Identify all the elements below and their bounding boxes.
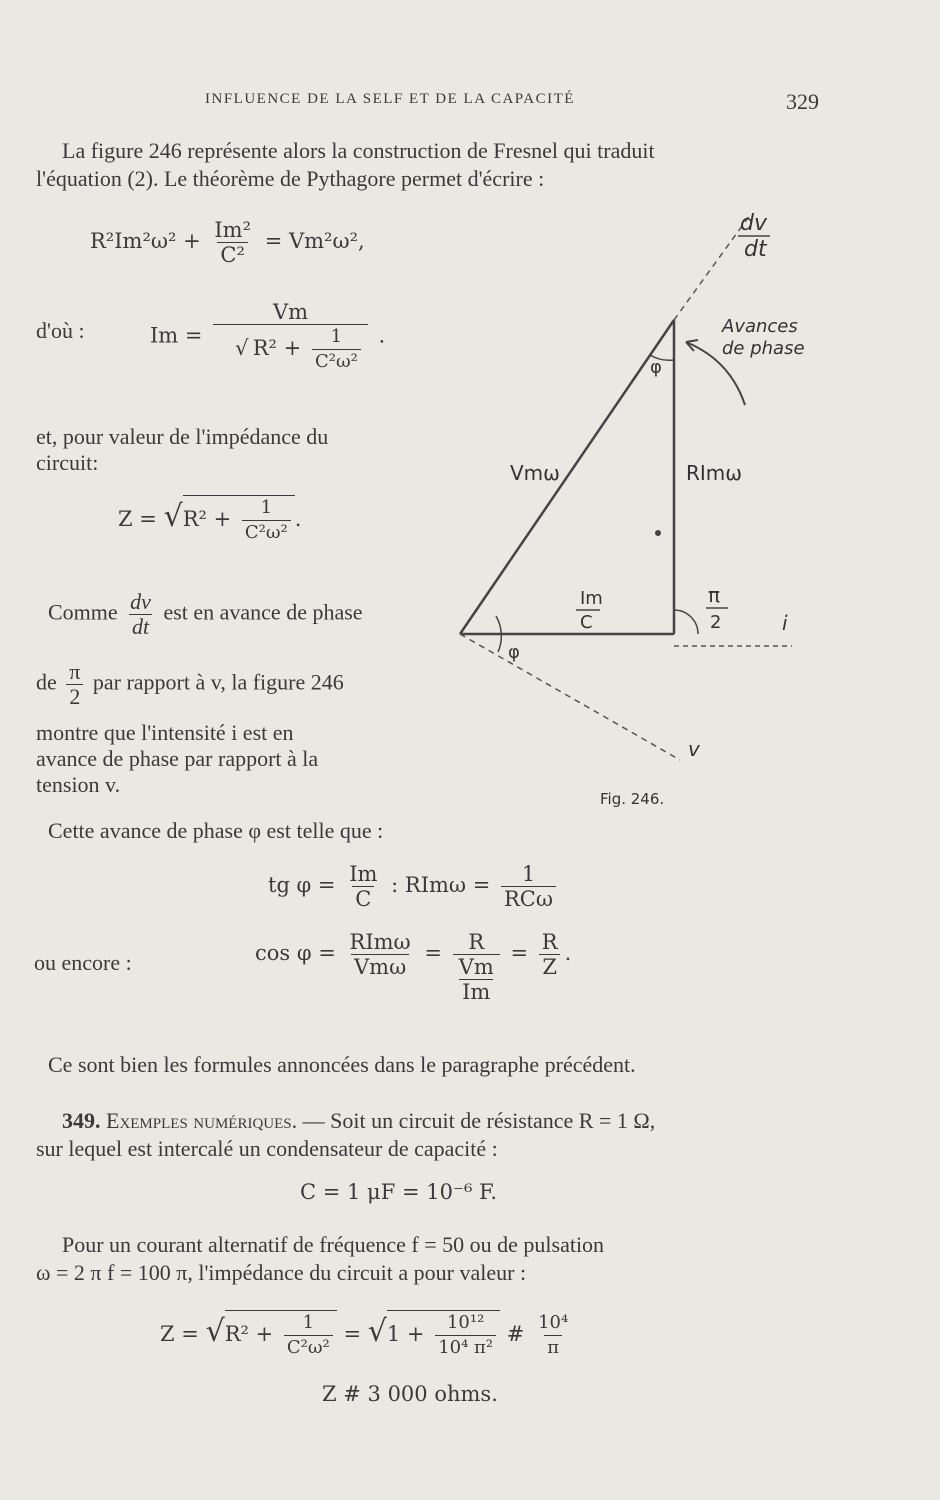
fig-label-vert: RImω	[686, 461, 743, 485]
fig-phi-bottom: φ	[508, 642, 520, 663]
equation-impedance: Z = √R² + $\frac{1}{\text{C²ω²}}$ .	[118, 497, 302, 543]
fraction: Vm √ R² + $\frac{1}{\text{C²ω²}}$	[213, 300, 368, 374]
equation-capacitance: C = 1 μF = 10⁻⁶ F.	[300, 1180, 498, 1204]
para3-line5: tension v.	[36, 772, 121, 797]
para4: Cette avance de phase φ est telle que :	[48, 818, 384, 843]
dot-mark	[655, 530, 661, 536]
para3-line1: Comme $\frac{dv}{dt}$ est en avance de phase	[48, 589, 363, 639]
hypotenuse-line	[460, 320, 674, 634]
page-number: 329	[786, 89, 819, 114]
para2-line2: circuit:	[36, 450, 99, 475]
fig-phi-top: φ	[650, 357, 662, 378]
eq5-prefix: ou encore :	[34, 950, 132, 975]
voltage-axis	[460, 634, 680, 760]
para2-line1: et, pour valeur de l'impédance du	[36, 424, 329, 449]
para1-line1: La figure 246 représente alors la construction de Fresnel qui traduit	[62, 138, 655, 163]
para6-line1: Pour un courant alternatif de fréquence f = 50 ou de pulsation	[62, 1232, 605, 1257]
equation-cosine: cos φ = $\frac{\text{RImω}}{\text{Vmω}}$ = $\frac{R}{\frac{Vm}{Im}}$ = $\frac{R}{Z}$ .	[255, 930, 572, 1004]
fresnel-figure	[440, 200, 840, 810]
fig-advance-1: Avances	[722, 316, 798, 337]
section-349-line2: sur lequel est intercalé un condensateur de capacité :	[36, 1136, 498, 1161]
para3-line2: de $\frac{\pi}{2}$ par rapport à v, la figure 246	[36, 659, 344, 709]
right-angle-arc	[674, 610, 698, 634]
fig-pi: π	[708, 583, 721, 607]
para1-line2: l'équation (2). Le théorème de Pythagore permet d'écrire :	[36, 166, 545, 191]
fig-label-im: Im	[580, 588, 603, 609]
fig-dv: dv	[740, 211, 767, 236]
fig-two: 2	[710, 612, 722, 633]
equation-current: Im = Vm √ R² + $\frac{1}{\text{C²ω²}}$ .	[150, 300, 386, 372]
equation-result: Z # 3 000 ohms.	[322, 1382, 498, 1406]
fig-label-hyp: Vmω	[510, 461, 560, 485]
equation-tangent: tg φ = $\frac{Im}{C}$ : RImω = $\frac{1}{\text{RCω}}$	[268, 862, 560, 911]
fig-label-c: C	[580, 612, 593, 633]
fig-label-i: i	[782, 611, 788, 635]
section-349-line1: 349. Exemples numériques. — Soit un circuit de résistance R = 1 Ω,	[62, 1108, 656, 1133]
fig-dt: dt	[744, 237, 767, 262]
eq2-prefix: d'où :	[36, 318, 85, 343]
fig-advance-2: de phase	[722, 338, 805, 359]
equation-pythagore: R²Im²ω² + $\frac{\text{Im²}}{\text{C²}}$ = Vm²ω²,	[90, 218, 365, 267]
fraction: $\frac{\text{Im²}}{\text{C²}}$	[214, 218, 251, 267]
fig-label-v: v	[688, 737, 700, 761]
para6-line2: ω = 2 π f = 100 π, l'impédance du circuit a pour valeur :	[36, 1260, 527, 1285]
para5: Ce sont bien les formules annoncées dans le paragraphe précédent.	[48, 1052, 636, 1077]
equation-numeric-impedance: Z = √R² + $\frac{1}{\text{C²ω²}}$ = √1 + $\frac{\text{10¹²}}{\text{10⁴ π²}}$ # $\frac{\text{10⁴}}{\pi}$	[160, 1312, 569, 1358]
running-header: INFLUENCE DE LA SELF ET DE LA CAPACITÉ	[205, 91, 575, 107]
para3-line3: montre que l'intensité i est en	[36, 720, 294, 745]
para3-line4: avance de phase par rapport à la	[36, 746, 319, 771]
dv-dt-direction	[674, 215, 750, 320]
fig-caption: Fig. 246.	[600, 790, 665, 808]
